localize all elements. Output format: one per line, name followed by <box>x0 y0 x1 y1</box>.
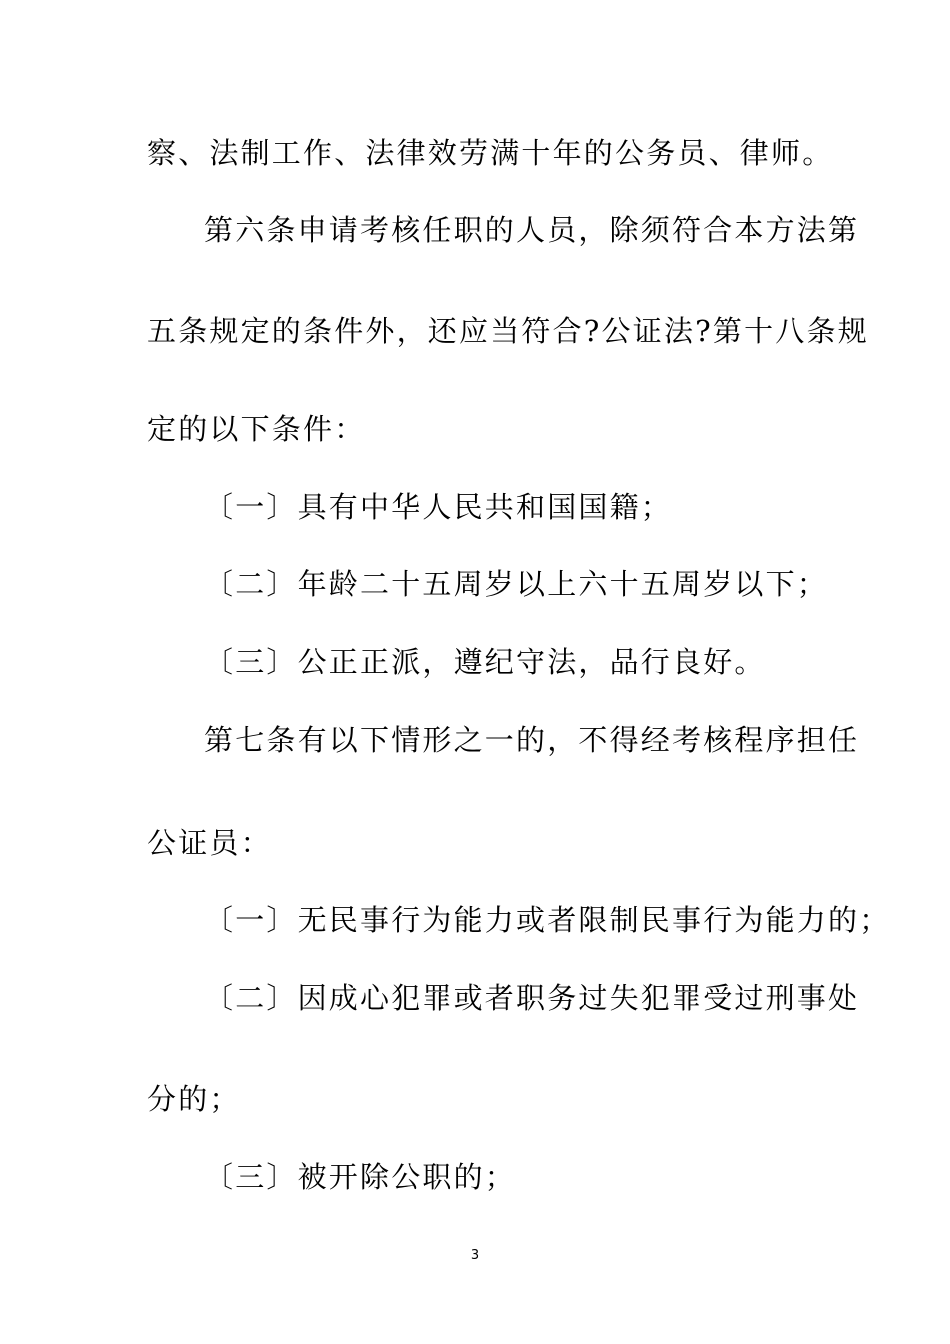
text-line: 〔二〕年龄二十五周岁以上六十五周岁以下； <box>204 567 829 601</box>
text-line: 〔三〕公正正派，遵纪守法，品行良好。 <box>204 645 766 679</box>
text-line: 公证员： <box>147 826 272 860</box>
text-line: 定的以下条件： <box>147 412 366 446</box>
text-line: 〔二〕因成心犯罪或者职务过失犯罪受过刑事处 <box>204 981 860 1015</box>
text-line: 〔一〕无民事行为能力或者限制民事行为能力的； <box>204 903 891 937</box>
text-line: 〔三〕被开除公职的； <box>204 1160 517 1194</box>
text-line: 五条规定的条件外，还应当符合?公证法?第十八条规 <box>147 314 869 348</box>
page-number: 3 <box>470 1248 480 1263</box>
text-line: 〔一〕具有中华人民共和国国籍； <box>204 490 673 524</box>
text-line: 第六条申请考核任职的人员，除须符合本方法第 <box>204 213 860 247</box>
text-line: 察、法制工作、法律效劳满十年的公务员、律师。 <box>147 136 834 170</box>
text-line: 第七条有以下情形之一的，不得经考核程序担任 <box>204 723 860 757</box>
text-line: 分的； <box>147 1082 241 1116</box>
